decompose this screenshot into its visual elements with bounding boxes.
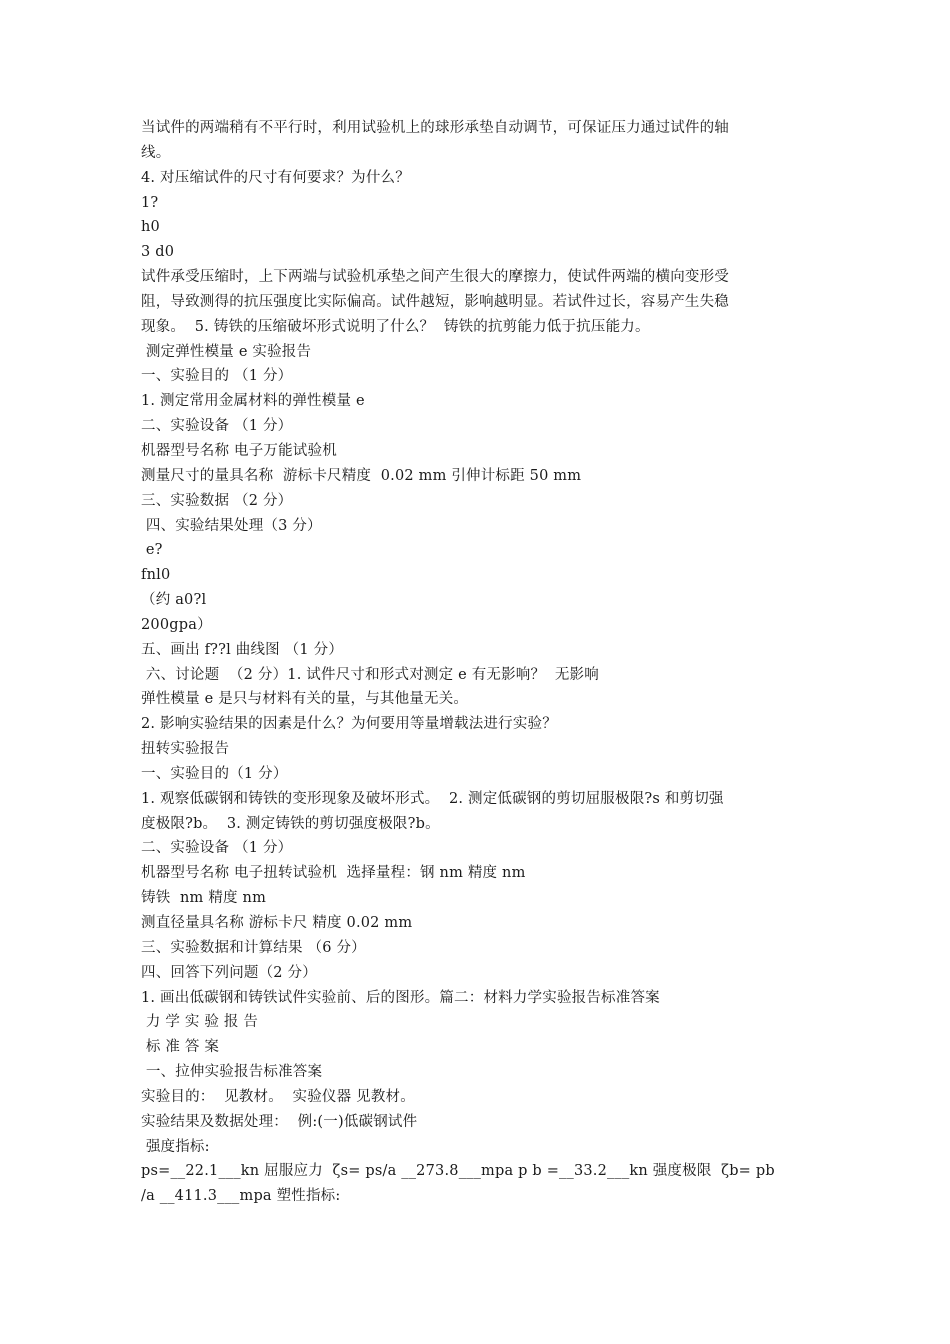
document-body [141,116,816,1209]
text-line: 1. 测定常用金属材料的弹性模量 e [141,393,365,410]
text-line: 铸铁 nm 精度 nm [141,890,267,907]
text-line: 机器型号名称 电子扭转试验机 选择量程：钢 nm 精度 nm [141,865,526,882]
section-heading: 三、实验数据和计算结果 （6 分） [141,939,366,956]
text-line: 测量尺寸的量具名称 游标卡尺精度 0.02 mm 引伸计标距 50 mm [141,467,582,484]
text-line: 试件承受压缩时，上下两端与试验机承垫之间产生很大的摩擦力，使试件两端的横向变形受 [141,269,729,286]
text-line: 1. 画出低碳钢和铸铁试件实验前、后的图形。篇二：材料力学实验报告标准答案 [141,989,660,1006]
formula-fragment: fnl0 [141,567,171,584]
text-line: /a __411.3___mpa 塑性指标: [141,1188,341,1205]
formula-fragment: 1? [141,194,159,211]
text-line: 实验目的： 见教材。 实验仪器 见教材。 [141,1088,415,1105]
text-line: 现象。 5. 铸铁的压缩破坏形式说明了什么？ 铸铁的抗剪能力低于抗压能力。 [141,318,650,335]
text-line: 实验结果及数据处理： 例:(一)低碳钢试件 [141,1113,418,1130]
section-heading: 一、拉伸实验报告标准答案 [141,1064,323,1081]
formula-fragment: h0 [141,219,160,236]
formula-fragment: 3 d0 [141,244,175,261]
text-line: 度极限?b。 3. 测定铸铁的剪切强度极限?b。 [141,815,440,832]
section-title: 标 准 答 案 [141,1039,220,1056]
text-line: 测直径量具名称 游标卡尺 精度 0.02 mm [141,915,413,931]
text-line: 1. 观察低碳钢和铸铁的变形现象及破坏形式。 2. 测定低碳钢的剪切屈服极限?s 和剪切强 [141,790,724,807]
section-heading: 一、实验目的（1 分） [141,765,288,782]
text-line: ps=__22.1___kn 屈服应力 ζs= ps/a __273.8___mpa p b =__33.2___kn 强度极限 ζb= pb [141,1163,775,1180]
section-title: 测定弹性模量 e 实验报告 [141,343,312,360]
formula-fragment: 200gpa） [141,616,212,633]
text-line: 当试件的两端稍有不平行时，利用试验机上的球形承垫自动调节，可保证压力通过试件的轴 [141,120,729,136]
section-title: 力 学 实 验 报 告 [141,1014,259,1031]
section-heading: 四、回答下列问题（2 分） [141,964,317,981]
section-heading: 一、实验目的 （1 分） [141,368,293,385]
section-heading: 三、实验数据 （2 分） [141,492,293,509]
section-heading: 二、实验设备 （1 分） [141,418,293,435]
section-heading: 二、实验设备 （1 分） [141,840,293,857]
section-heading: 六、讨论题 （2 分）1. 试件尺寸和形式对测定 e 有无影响？ 无影响 [141,666,599,683]
text-line: 强度指标: [141,1138,210,1155]
section-heading: 五、画出 f??l 曲线图 （1 分） [141,641,344,658]
formula-fragment: （约 a0?l [141,592,207,609]
section-heading: 四、实验结果处理（3 分） [141,517,322,534]
text-line: 弹性模量 e 是只与材料有关的量，与其他量无关。 [141,691,469,708]
question-heading: 2. 影响实验结果的因素是什么？为何要用等量增载法进行实验？ [141,716,557,733]
text-line: 线。 [141,144,171,161]
question-heading: 4. 对压缩试件的尺寸有何要求？为什么？ [141,169,410,186]
formula-fragment: e? [141,542,163,559]
section-title: 扭转实验报告 [141,741,230,758]
text-line: 阻，导致测得的抗压强度比实际偏高。试件越短，影响越明显。若试件过长，容易产生失稳 [141,293,729,310]
text-line: 机器型号名称 电子万能试验机 [141,442,337,459]
